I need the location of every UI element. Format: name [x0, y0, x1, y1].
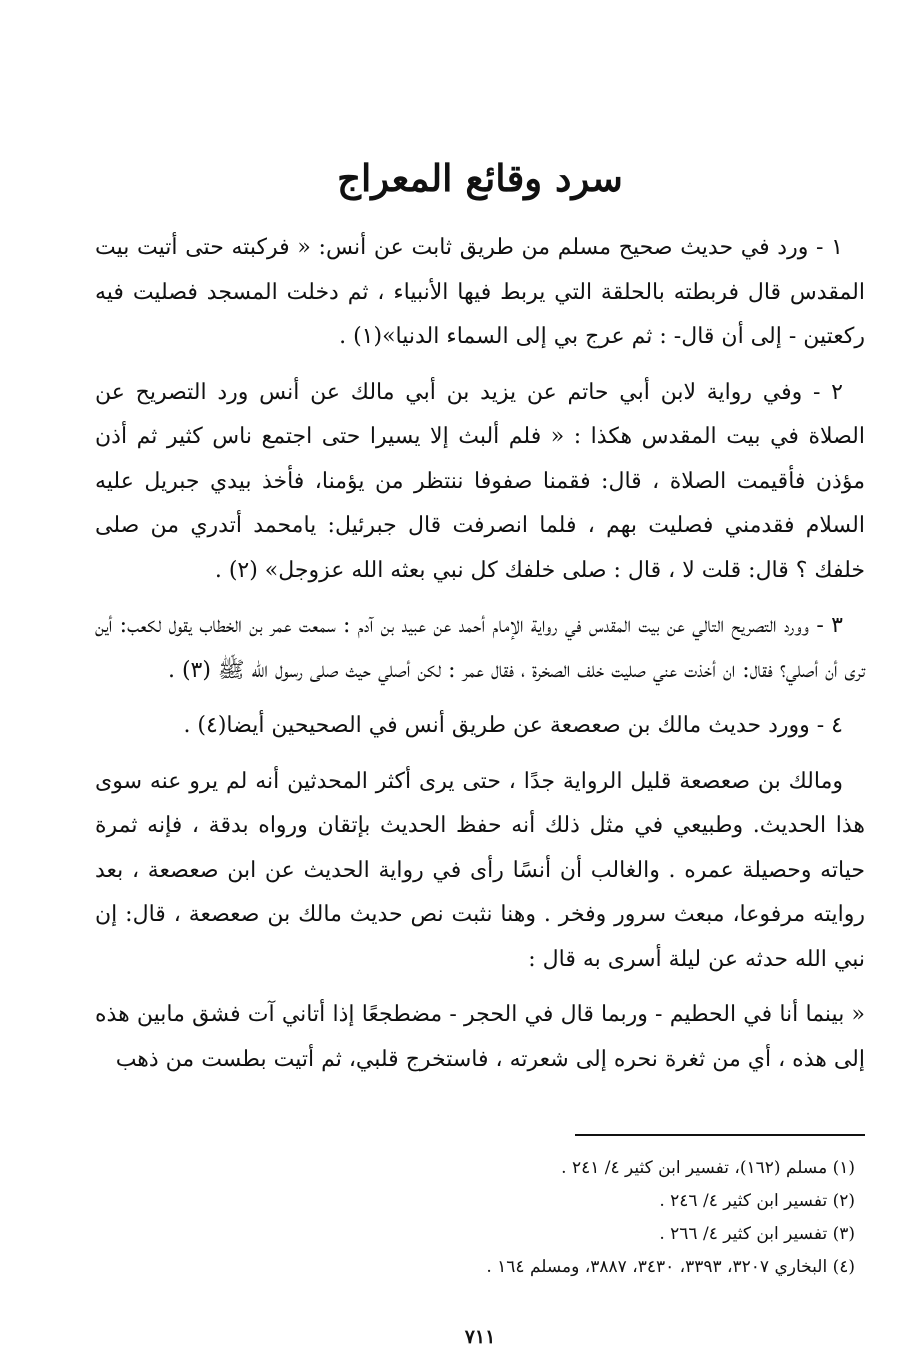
book-page [95, 0, 865, 1371]
paragraph-4: ٤ - وورد حديث مالك بن صعصعة عن طريق أنس في الصحيحين أيضا(٤) . [183, 713, 843, 738]
body-text [95, 226, 865, 1093]
footnote-1: (١) مسلم (١٦٢)، تفسير ابن كثير ٤/ ٢٤١ . [561, 1158, 855, 1178]
page-number: ٧١١ [464, 1326, 496, 1348]
footnote-2: (٢) تفسير ابن كثير ٤/ ٢٤٦ . [659, 1191, 855, 1211]
paragraph-5: ومالك بن صعصعة قليل الرواية جدًا ، حتى يرى أكثر المحدثين أنه لم يرو عنه سوى هذا الحديث. وطبيعي في مثل ذلك أنه حفظ الحديث بإتقان ورواه بدقة ، فإنه ثمرة حياته وحصيلة عمره . والغالب أن أنسًا رأى في رواية الحديث عن ابن صعصعة ، بعد روايته مرفوعا، مبعث سرور وفخر . وهنا نثبت نص حديث مالك بن صعصعة ، قال: إن نبي الله حدثه عن ليلة أسرى به قال : [95, 768, 865, 972]
chapter-title: سرد وقائع المعراج [337, 156, 623, 200]
paragraph-3: ٣ - وورد التصريح التالي عن بيت المقدس في رواية الإمام أحمد عن عبيد بن آدم : سمعت عمر بن الخطاب يقول لكعب: أين ترى أن أصلي؟ فقال: ان أخذت عني صليت خلف الصخرة ، فقال عمر : لكن أصلي حيث صلى رسول الله ﷺ (٣) . [95, 613, 865, 683]
paragraph-1: ١ - ورد في حديث صحيح مسلم من طريق ثابت عن أنس: « فركبته حتى أتيت بيت المقدس قال فربطته بالحلقة التي يربط فيها الأنبياء ، ثم دخلت المسجد فصليت فيه ركعتين - إلى أن قال- : ثم عرج بي إلى السماء الدنيا»(١) . [95, 235, 865, 349]
footnote-3: (٣) تفسير ابن كثير ٤/ ٢٦٦ . [659, 1224, 855, 1244]
footnote-4: (٤) البخاري ٣٢٠٧، ٣٣٩٣، ٣٤٣٠، ٣٨٨٧، ومسلم ١٦٤ . [486, 1257, 855, 1277]
footnote-divider [575, 1134, 865, 1136]
paragraph-2: ٢ - وفي رواية لابن أبي حاتم عن يزيد بن أبي مالك عن أنس ورد التصريح عن الصلاة في بيت المقدس هكذا : « فلم ألبث إلا يسيرا حتى اجتمع ناس كثير ثم أذن مؤذن فأقيمت الصلاة ، قال: فقمنا صفوفا ننتظر من يؤمنا، فأخذ بيدي جبريل عليه السلام فقدمني فصليت بهم ، فلما انصرفت قال جبرئيل: يامحمد أتدري من صلى خلفك ؟ قال: قلت لا ، قال : صلى خلفك كل نبي بعثه الله عزوجل» (٢) . [95, 379, 865, 583]
footnotes [95, 1152, 865, 1284]
paragraph-6: « بينما أنا في الحطيم - وربما قال في الحجر - مضطجعًا إذا أتاني آت فشق مابين هذه إلى هذه ، أي من ثغرة نحره إلى شعرته ، فاستخرج قلبي، ثم أتيت بطست من ذهب [95, 1002, 865, 1072]
